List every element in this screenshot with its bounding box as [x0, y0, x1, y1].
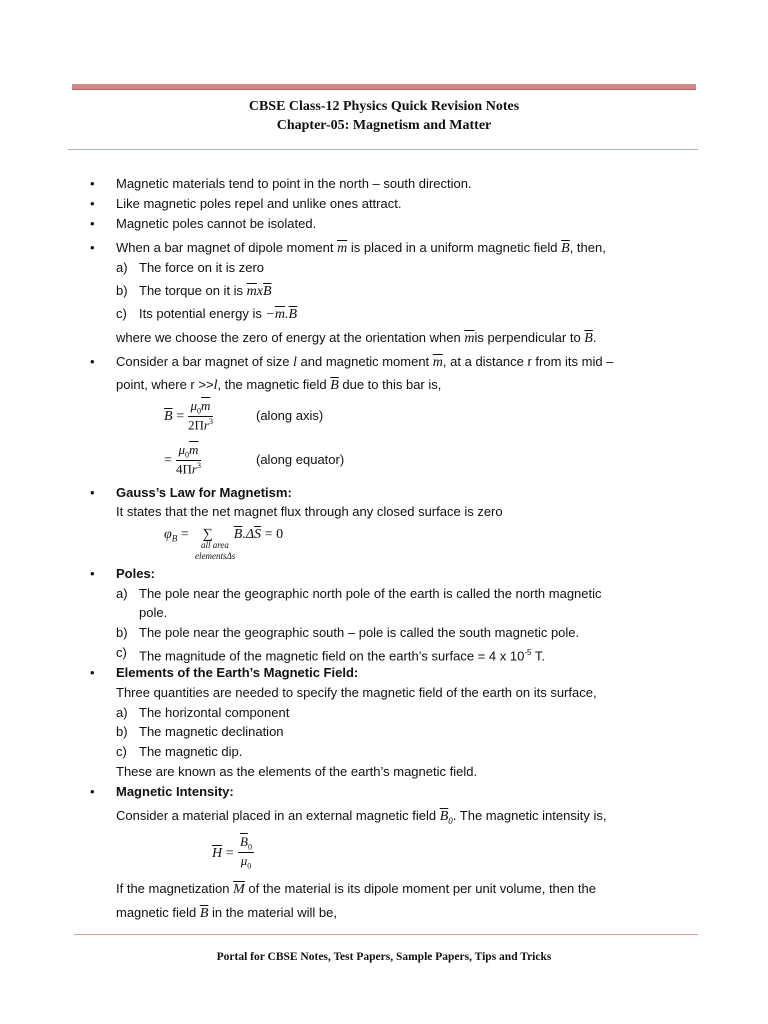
- note-bar-magnet-size: Consider a bar magnet of size l and magnetic moment $\overline{m}$, at a distance r from its mid –: [116, 354, 614, 370]
- note-gauss-law: It states that the net magnet flux through any closed surface is zero: [116, 504, 503, 519]
- formula-axis-fraction: $\frac{\mu_0\overline{m}}{2\Pi r^3}$: [188, 398, 213, 432]
- formula-equator-note: (along equator): [256, 452, 345, 467]
- formula-gauss-subscript-2: elementsΔs: [195, 551, 236, 561]
- list-label: c): [116, 306, 127, 321]
- note-magnetization: If the magnetization $\overline{M}$ of the material is its dipole moment per unit volume, then the: [116, 881, 596, 897]
- formula-gauss-subscript-1: all area: [201, 540, 229, 550]
- note-poles-repel: Like magnetic poles repel and unlike ones attract.: [116, 196, 402, 211]
- note-bar-magnet: When a bar magnet of dipole moment $\overline{m}$ is placed in a uniform magnetic field $\overline{B}$, then,: [116, 240, 606, 256]
- page-title: CBSE Class-12 Physics Quick Revision Notes: [248, 99, 520, 114]
- note-bar-field: point, where r >>l, the magnetic field $\overline{B}$ due to this bar is,: [116, 377, 442, 393]
- list-label: b): [116, 625, 128, 640]
- note-poles-isolated: Magnetic poles cannot be isolated.: [116, 216, 317, 231]
- note-elements-summary: These are known as the elements of the earth’s magnetic field.: [116, 764, 478, 779]
- chapter-title: Chapter-05: Magnetism and Matter: [276, 118, 492, 133]
- bullet-icon: •: [90, 485, 95, 500]
- note-north-pole: The pole near the geographic north pole of the earth is called the north magnetic: [139, 586, 602, 601]
- note-force-zero: The force on it is zero: [139, 260, 264, 275]
- list-label: c): [116, 744, 127, 759]
- note-south-pole: The pole near the geographic south – pole is called the south magnetic pole.: [139, 625, 580, 640]
- note-horizontal-component: The horizontal component: [139, 705, 290, 720]
- bullet-icon: •: [90, 566, 95, 581]
- list-label: c): [116, 645, 127, 660]
- heading-magnetic-intensity: Magnetic Intensity:: [116, 784, 234, 799]
- footer-text: Portal for CBSE Notes, Test Papers, Sample Papers, Tips and Tricks: [216, 951, 552, 963]
- note-three-quantities: Three quantities are needed to specify the magnetic field of the earth on its surface,: [116, 685, 597, 700]
- note-potential-energy: Its potential energy is $-\overline{m}.\overline{B}$: [139, 306, 298, 322]
- footer-divider: [74, 934, 698, 935]
- list-label: b): [116, 283, 128, 298]
- list-label: b): [116, 724, 128, 739]
- note-dip: The magnetic dip.: [139, 744, 243, 759]
- bullet-icon: •: [90, 176, 95, 191]
- note-north-pole-cont: pole.: [139, 605, 168, 620]
- note-earth-field-magnitude: The magnitude of the magnetic field on the earth’s surface = 4 x $10^{-5}$ T.: [139, 648, 545, 664]
- list-label: a): [116, 260, 128, 275]
- list-label: a): [116, 586, 128, 601]
- bullet-icon: •: [90, 665, 95, 680]
- note-intensity: Consider a material placed in an external magnetic field $\overline{B}_0$. The magnetic intensity is,: [116, 808, 607, 826]
- note-declination: The magnetic declination: [139, 724, 284, 739]
- heading-earth-elements: Elements of the Earth’s Magnetic Field:: [116, 665, 359, 680]
- bullet-icon: •: [90, 216, 95, 231]
- bullet-icon: •: [90, 196, 95, 211]
- formula-equator-lhs: =: [164, 453, 172, 468]
- formula-equator-fraction: $\frac{\mu_0\overline{m}}{4\Pi r^3}$: [176, 442, 201, 476]
- formula-intensity-lhs: $\overline{H}$ =: [212, 846, 234, 861]
- note-zero-energy: where we choose the zero of energy at the orientation when $\overline{m}is$ perpendicular to $\overline{B}$.: [116, 330, 597, 346]
- formula-axis-lhs: $\overline{B}$ =: [164, 409, 185, 424]
- bullet-icon: •: [90, 354, 95, 369]
- formula-axis-note: (along axis): [256, 408, 324, 423]
- note-magnetic-direction: Magnetic materials tend to point in the north – south direction.: [116, 176, 472, 191]
- bullet-icon: •: [90, 240, 95, 255]
- formula-intensity-fraction: $\frac{\overline{B}_0}{\mu_0}$: [240, 834, 252, 871]
- note-torque: The torque on it is $\overline{m}x\overline{B}$: [139, 283, 272, 299]
- heading-gauss-law: Gauss’s Law for Magnetism:: [116, 485, 292, 500]
- heading-poles: Poles:: [116, 566, 156, 581]
- list-label: a): [116, 705, 128, 720]
- bullet-icon: •: [90, 784, 95, 799]
- note-material-field: magnetic field $\overline{B}$ in the material will be,: [116, 905, 338, 921]
- formula-gauss: $\varphi_B$ = ∑ $\overline{B}.\Delta\overline{S} = 0$: [164, 527, 284, 544]
